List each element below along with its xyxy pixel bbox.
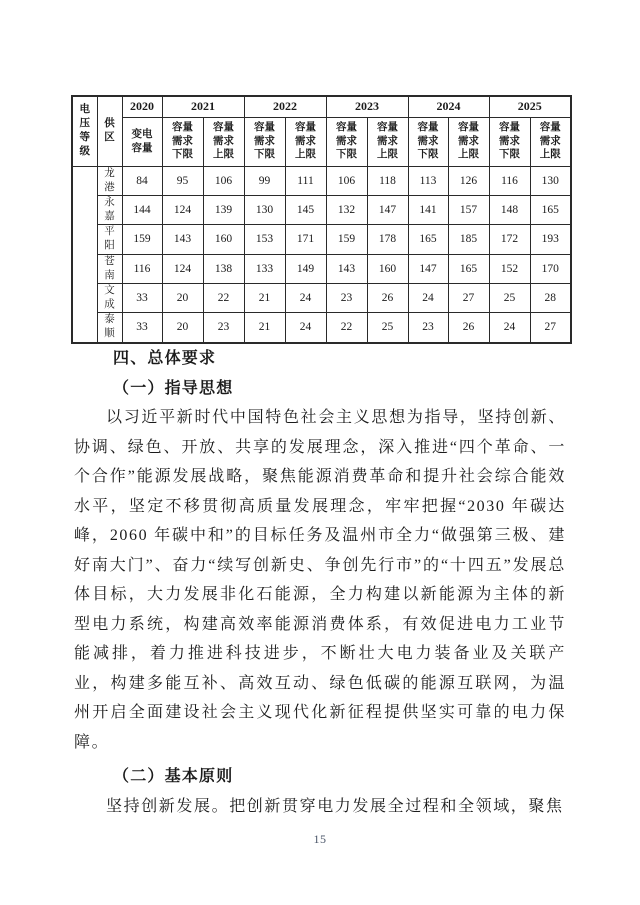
value-cell: 24 [285, 313, 326, 343]
lower-limit-label: 容量需求下限 [336, 122, 357, 161]
value-cell: 141 [408, 195, 448, 224]
value-cell: 159 [122, 225, 162, 254]
value-cell: 193 [530, 225, 571, 254]
district-header-label: 供区 [104, 118, 115, 144]
value-cell: 138 [203, 254, 244, 283]
capacity-table-container [71, 95, 569, 344]
upper-limit-header [203, 117, 244, 166]
table-row [72, 313, 571, 343]
value-cell: 116 [122, 254, 162, 283]
capacity-2020-header [122, 117, 162, 166]
district-header [97, 96, 122, 166]
value-cell: 23 [326, 283, 367, 312]
district-cell [97, 166, 122, 195]
table-header [72, 96, 571, 166]
value-cell: 24 [408, 283, 448, 312]
year-header-2023: 2023 [326, 96, 408, 117]
value-cell: 143 [162, 225, 203, 254]
lower-limit-header [244, 117, 285, 166]
value-cell: 132 [326, 195, 367, 224]
value-cell: 133 [244, 254, 285, 283]
value-cell: 139 [203, 195, 244, 224]
value-cell: 106 [326, 166, 367, 195]
value-cell: 22 [203, 283, 244, 312]
value-cell: 185 [448, 225, 489, 254]
table-row [72, 166, 571, 195]
sub-heading-guiding-ideology: （一）指导思想 [113, 379, 234, 397]
upper-limit-label: 容量需求上限 [458, 122, 479, 161]
value-cell: 126 [448, 166, 489, 195]
capacity-table [71, 95, 572, 344]
upper-limit-header [285, 117, 326, 166]
value-cell: 27 [448, 283, 489, 312]
value-cell: 157 [448, 195, 489, 224]
upper-limit-label: 容量需求上限 [295, 122, 316, 161]
value-cell: 33 [122, 283, 162, 312]
value-cell: 20 [162, 313, 203, 343]
value-cell: 149 [285, 254, 326, 283]
value-cell: 178 [367, 225, 408, 254]
district-label: 文成 [104, 284, 115, 311]
value-cell: 165 [530, 195, 571, 224]
value-cell: 159 [326, 225, 367, 254]
value-cell: 106 [203, 166, 244, 195]
value-cell: 33 [122, 313, 162, 343]
upper-limit-label: 容量需求上限 [377, 122, 398, 161]
value-cell: 165 [408, 225, 448, 254]
table-header-year-row [72, 96, 571, 117]
upper-limit-header [448, 117, 489, 166]
upper-limit-label: 容量需求上限 [539, 122, 561, 161]
value-cell: 171 [285, 225, 326, 254]
sub-heading-basic-principles: （二）基本原则 [113, 768, 234, 785]
value-cell: 143 [326, 254, 367, 283]
value-cell: 23 [203, 313, 244, 343]
value-cell: 24 [285, 283, 326, 312]
district-label: 永嘉 [104, 196, 115, 223]
district-cell [97, 195, 122, 224]
value-cell: 130 [244, 195, 285, 224]
table-header-metric-row [72, 117, 571, 166]
value-cell: 113 [408, 166, 448, 195]
voltage-level-value-cell [72, 166, 97, 343]
capacity-2020-label: 变电容量 [131, 128, 153, 154]
district-cell [97, 313, 122, 343]
value-cell: 22 [326, 313, 367, 343]
value-cell: 111 [285, 166, 326, 195]
value-cell: 152 [489, 254, 530, 283]
value-cell: 99 [244, 166, 285, 195]
value-cell: 26 [448, 313, 489, 343]
capacity-table-body [72, 166, 571, 343]
district-label: 平阳 [104, 226, 115, 252]
value-cell: 147 [367, 195, 408, 224]
year-header-2021: 2021 [162, 96, 244, 117]
value-cell: 147 [408, 254, 448, 283]
value-cell: 130 [530, 166, 571, 195]
value-cell: 21 [244, 313, 285, 343]
value-cell: 26 [367, 283, 408, 312]
year-header-2025: 2025 [489, 96, 571, 117]
table-row [72, 254, 571, 283]
value-cell: 28 [530, 283, 571, 312]
value-cell: 95 [162, 166, 203, 195]
page-number: 15 [313, 832, 327, 846]
value-cell: 153 [244, 225, 285, 254]
value-cell: 160 [367, 254, 408, 283]
value-cell: 116 [489, 166, 530, 195]
value-cell: 160 [203, 225, 244, 254]
paragraph-guiding-ideology: 以习近平新时代中国特色社会主义思想为指导，坚持创新、协调、绿色、开放、共享的发展理念，深入推进“四个革命、一个合作”能源发展战略，聚焦能源消费革命和提升社会综合能效水平，坚定不移贯彻高质量发展理念，牢牢把握“2030 年碳达峰，2060 年碳中和”的目标任务及温州市全力“做强第三极、建好南大门”、奋力“续写创新史、争创先行市”的“十四五”发展总体目标，大力发展非化石能源，全力构建以新能源为主体的新型电力系统，构建高效率能源消费体系，有效促进电力工业节能减排，着力推进科技进步，不断壮大电力装备业及关联产业，构建多能互补、高效互动、绿色低碳的能源互联网，为温州开启全面建设社会主义现代化新征程提供坚实可靠的电力保障。 [74, 409, 566, 751]
value-cell: 124 [162, 254, 203, 283]
table-row [72, 283, 571, 312]
year-header-2020: 2020 [122, 96, 162, 117]
upper-limit-header [530, 117, 571, 166]
value-cell: 148 [489, 195, 530, 224]
year-header-2024: 2024 [408, 96, 489, 117]
upper-limit-label: 容量需求上限 [213, 122, 234, 161]
value-cell: 84 [122, 166, 162, 195]
value-cell: 124 [162, 195, 203, 224]
value-cell: 165 [448, 254, 489, 283]
value-cell: 24 [489, 313, 530, 343]
district-label: 苍南 [104, 255, 115, 281]
voltage-level-header-label: 电压等级 [79, 103, 90, 158]
lower-limit-header [162, 117, 203, 166]
district-cell [97, 283, 122, 312]
district-cell [97, 254, 122, 283]
table-row [72, 225, 571, 254]
body-text [74, 344, 566, 821]
value-cell: 25 [367, 313, 408, 343]
lower-limit-label: 容量需求下限 [499, 122, 520, 161]
district-label: 泰顺 [104, 314, 115, 340]
lower-limit-label: 容量需求下限 [417, 122, 439, 161]
value-cell: 170 [530, 254, 571, 283]
value-cell: 27 [530, 313, 571, 343]
lower-limit-label: 容量需求下限 [172, 122, 193, 161]
value-cell: 145 [285, 195, 326, 224]
value-cell: 144 [122, 195, 162, 224]
lower-limit-header [326, 117, 367, 166]
lower-limit-header [489, 117, 530, 166]
value-cell: 25 [489, 283, 530, 312]
value-cell: 118 [367, 166, 408, 195]
lower-limit-label: 容量需求下限 [254, 122, 275, 161]
district-cell [97, 225, 122, 254]
value-cell: 21 [244, 283, 285, 312]
upper-limit-header [367, 117, 408, 166]
year-header-2022: 2022 [244, 96, 326, 117]
voltage-level-header [72, 96, 97, 166]
paragraph-basic-principles: 坚持创新发展。把创新贯穿电力发展全过程和全领域，聚焦 [106, 797, 564, 815]
section-heading: 四、总体要求 [113, 350, 217, 367]
value-cell: 23 [408, 313, 448, 343]
value-cell: 172 [489, 225, 530, 254]
table-row [72, 195, 571, 224]
value-cell: 20 [162, 283, 203, 312]
district-label: 龙港 [104, 167, 115, 193]
lower-limit-header [408, 117, 448, 166]
